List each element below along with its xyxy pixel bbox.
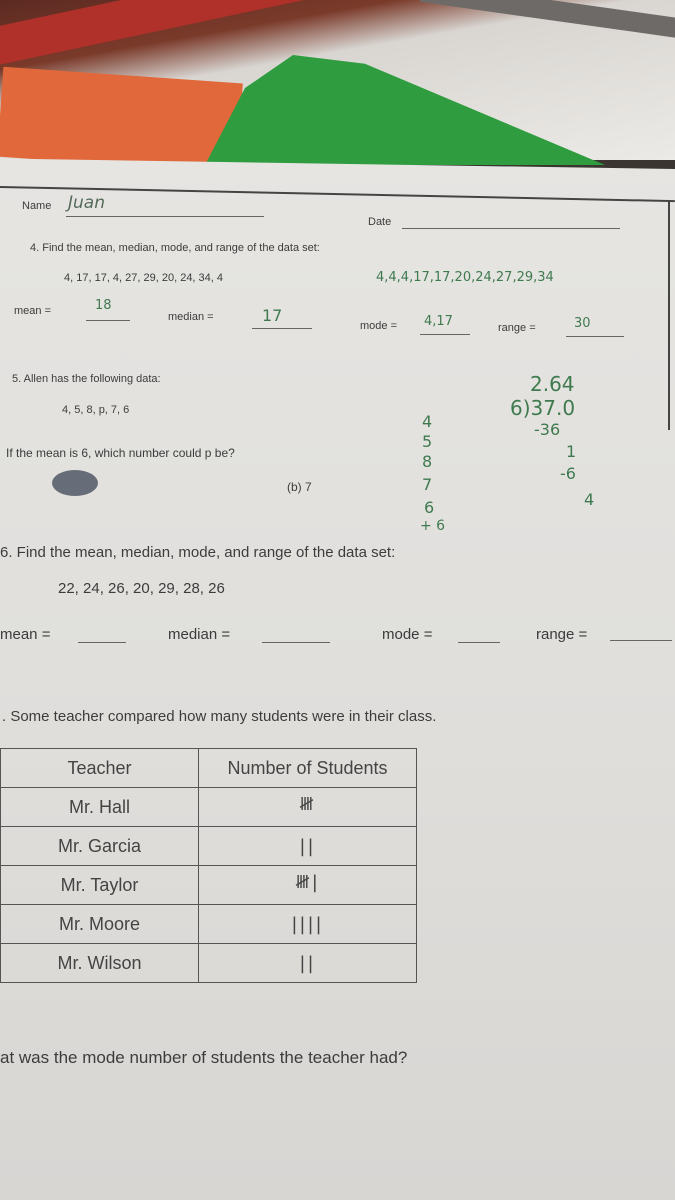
q6-prompt: 6. Find the mean, median, mode, and range of the data set: [0,544,396,561]
q4-median-answer: 17 [262,306,283,325]
q4-mode-answer: 4,17 [424,314,453,329]
q4-range-label: range = [498,322,536,334]
q6-mode-label: mode = [382,626,433,643]
table-row [1,788,417,827]
students-table [0,748,417,983]
q5-work-4: 7 [422,475,433,494]
date-line [402,228,620,229]
q4-data: 4, 17, 17, 4, 27, 29, 20, 24, 34, 4 [64,272,224,284]
q4-range-answer: 30 [574,316,591,331]
tally-cell: 𝍸| [199,866,417,905]
q5-division-step-4: 4 [584,490,595,509]
q5-division-step-3: -6 [560,464,576,483]
q4-prompt: 4. Find the mean, median, mode, and range of the data set: [30,242,320,254]
q4-mode-label: mode = [360,320,397,332]
q7-prompt: . Some teacher compared how many students were in their class. [2,708,437,725]
q5-work-3: 8 [422,452,433,471]
table-row [1,905,417,944]
name-handwritten: Juan [68,193,105,213]
q4-median-line [252,328,312,329]
q5-option-b: (b) 7 [287,480,312,494]
q7-question: at was the mode number of students the teacher had? [0,1048,408,1067]
q4-median-label: median = [168,311,214,323]
teacher-cell: Mr. Moore [1,905,199,944]
q6-median-label: median = [168,626,231,643]
table-header-row [1,749,417,788]
q5-division-step-1: -36 [534,420,561,439]
q6-mode-line [458,642,500,643]
q6-range-label: range = [536,626,588,643]
table-row [1,866,417,905]
q5-division-line: 6)37.0 [510,396,576,420]
worksheet-border-right [668,200,670,430]
name-label: Name [22,200,52,212]
q6-mean-label: mean = [0,626,51,643]
table-row [1,944,417,983]
q4-range-line [566,336,624,337]
q4-mean-answer: 18 [95,298,112,313]
q5-work-total: + 6 [420,518,446,534]
teacher-cell: Mr. Garcia [1,827,199,866]
orange-folder [0,67,243,174]
q6-mean-line [78,642,126,643]
teacher-cell: Mr. Hall [1,788,199,827]
tally-cell: 𝍸 [199,788,417,827]
q6-range-line [610,640,672,641]
teacher-cell: Mr. Taylor [1,866,199,905]
q5-work-5: 6 [424,498,435,517]
erased-answer-mark [52,470,98,496]
q5-question: If the mean is 6, which number could p be? [6,446,235,460]
tally-cell: |||| [199,905,417,944]
q5-division-quotient: 2.64 [530,372,575,396]
q6-median-line [262,642,330,643]
q4-mean-line [86,320,130,321]
q4-mode-line [420,334,470,335]
q4-sorted-work: 4,4,4,17,17,20,24,27,29,34 [376,270,554,285]
q5-prompt: 5. Allen has the following data: [12,373,161,385]
q6-data: 22, 24, 26, 20, 29, 28, 26 [58,580,225,597]
q5-work-1: 4 [422,412,433,431]
name-line [66,216,264,217]
date-label: Date [368,216,392,228]
teacher-cell: Mr. Wilson [1,944,199,983]
table-row [1,827,417,866]
tally-cell: || [199,827,417,866]
header-teacher: Teacher [1,749,199,788]
q5-work-2: 5 [422,432,433,451]
header-number-of-students: Number of Students [199,749,417,788]
tally-cell: || [199,944,417,983]
q4-mean-label: mean = [14,305,51,317]
q5-division-step-2: 1 [566,442,577,461]
q5-data: 4, 5, 8, p, 7, 6 [62,404,130,416]
